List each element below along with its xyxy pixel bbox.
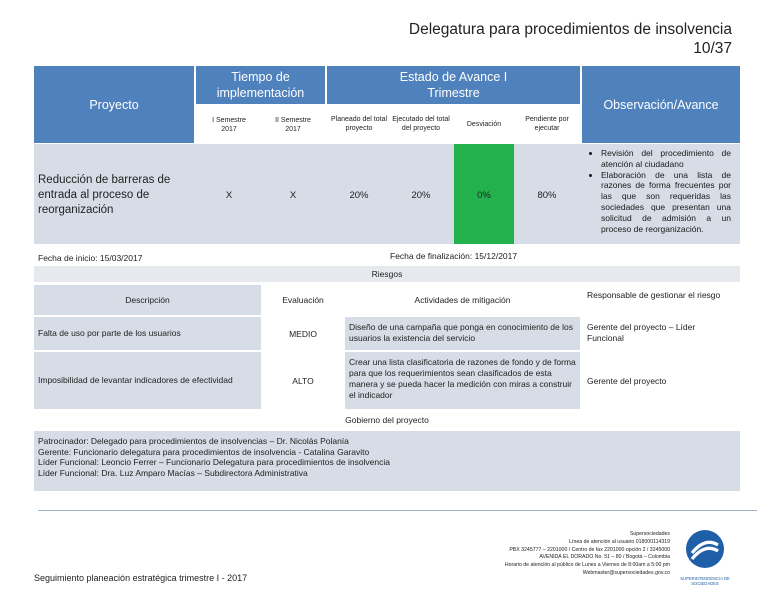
- riesgos-row-1-descripcion: Falta de uso por parte de los usuarios: [38, 328, 181, 338]
- riesgos-row-2-responsable: Gerente del proyecto: [587, 376, 667, 386]
- contact-line: Supersociedades: [629, 531, 670, 537]
- riesgos-row-2-evaluacion: ALTO: [292, 376, 314, 386]
- riesgos-row-1-evaluacion: MEDIO: [289, 329, 317, 339]
- gobierno-line: Líder Funcional: Leoncio Ferrer – Funcionario Delegatura para procedimientos de insolvencia: [38, 457, 391, 468]
- gobierno-title: Gobierno del proyecto: [345, 415, 429, 425]
- footer-contact: [430, 531, 670, 578]
- fecha-fin: Fecha de finalización: 15/12/2017: [390, 251, 518, 261]
- riesgos-header-responsable: Responsable de gestionar el riesgo: [587, 290, 721, 300]
- riesgos-row-2-actividades: Crear una lista clasificatoria de razones de fondo y de forma para que los requerimientos sean clasificados de esta manera y se pueda hacer la medición con miras a construir el indicador: [349, 357, 576, 400]
- gobierno-line: Gerente: Funcionario delegatura para procedimientos de insolvencia - Catalina Garavito: [38, 446, 370, 457]
- page-title-line1: Delegatura para procedimientos de insolvencia: [408, 21, 732, 38]
- footer-title: Seguimiento planeación estratégica trimestre I - 2017: [34, 573, 248, 583]
- fecha-inicio: Fecha de inicio: 15/03/2017: [38, 253, 143, 263]
- row-sem2: X: [289, 189, 297, 201]
- header-observacion-label: Observación/Avance: [603, 97, 719, 112]
- contact-line: Webmaster@supersociedades.gov.co: [582, 569, 670, 576]
- page-title-line2: 10/37: [693, 40, 732, 57]
- riesgos-header-descripcion-label: Descripción: [125, 295, 170, 305]
- header-observacion: [582, 66, 740, 143]
- row-planeado: 20%: [349, 189, 369, 201]
- row-observaciones: [587, 148, 731, 234]
- riesgos-title: Riesgos: [371, 269, 403, 279]
- subheader-sem2: II Semestre 2017: [275, 117, 311, 133]
- footer-divider: [38, 510, 757, 511]
- row-ejecutado: 20%: [411, 189, 431, 201]
- subheader-pendiente: Pendiente por ejecutar: [525, 116, 569, 132]
- supersociedades-logo-icon: [680, 527, 730, 571]
- gobierno-lines: [38, 436, 728, 478]
- gobierno-line: Líder Funcional: Dra. Luz Amparo Macías – Subdirectora Administrativa: [38, 467, 308, 478]
- supersociedades-logo: [680, 527, 730, 587]
- contact-line: Línea de atención al usuario 018000114319: [569, 538, 670, 545]
- riesgos-row-2-descripcion: Imposibilidad de levantar indicadores de efectividad: [38, 375, 233, 385]
- row-sem1: X: [225, 189, 233, 201]
- contact-line: PBX 3245777 – 2201000 / Centro de fax 2201000 opción 2 / 3245000: [509, 546, 670, 553]
- contact-line: Horario de atención al público de Lunes a Viernes de 8:00am a 5:00 pm: [504, 562, 670, 569]
- contact-line: AVENIDA EL DORADO No. 51 – 80 / Bogotá – Colombia: [539, 554, 670, 561]
- gobierno-line: Patrocinador: Delegado para procedimientos de insolvencias – Dr. Nicolás Polanía: [38, 436, 349, 446]
- header-proyecto: [34, 66, 194, 143]
- header-proyecto-label: Proyecto: [89, 97, 139, 112]
- riesgos-header-descripcion: [34, 285, 261, 315]
- row-desviacion: 0%: [477, 189, 491, 201]
- riesgos-header-actividades-label: Actividades de mitigación: [414, 295, 511, 305]
- header-estado-label: Estado de Avance I Trimestre: [399, 70, 508, 100]
- row-proyecto-name: Reducción de barreras de entrada al proceso de reorganización: [38, 174, 171, 216]
- row-pendiente: 80%: [537, 189, 557, 201]
- header-estado: [327, 66, 580, 104]
- header-tiempo-label: Tiempo de implementación: [216, 70, 305, 100]
- riesgos-header-evaluacion-label: Evaluación: [282, 295, 324, 305]
- riesgos-row-1-responsable: Gerente del proyecto – Líder Funcional: [587, 322, 696, 343]
- subheader-sem1: I Semestre 2017: [212, 117, 246, 133]
- observacion-item: • Revisión del procedimiento de atención al ciudadano: [601, 148, 731, 170]
- logo-text: SUPERINTENDENCIA DE SOCIEDADES: [680, 576, 730, 586]
- riesgos-header-evaluacion: [263, 285, 343, 315]
- observacion-item: • Elaboración de una lista de razones de forma frecuentes por las que son requeridas las sociedades que presentan una solicitud de admisión a un proceso de reorganización.: [601, 170, 731, 235]
- header-tiempo: [196, 66, 325, 104]
- subheader-ejecutado: Ejecutado del total del proyecto: [392, 116, 450, 132]
- subheader-desviacion: Desviación: [466, 120, 502, 128]
- riesgos-row-1-actividades: Diseño de una campaña que ponga en conocimiento de los usuarios la existencia del servicio: [349, 322, 573, 343]
- page-title: [300, 20, 732, 58]
- subheader-planeado: Planeado del total proyecto: [330, 116, 388, 132]
- riesgos-header-actividades: [345, 285, 580, 315]
